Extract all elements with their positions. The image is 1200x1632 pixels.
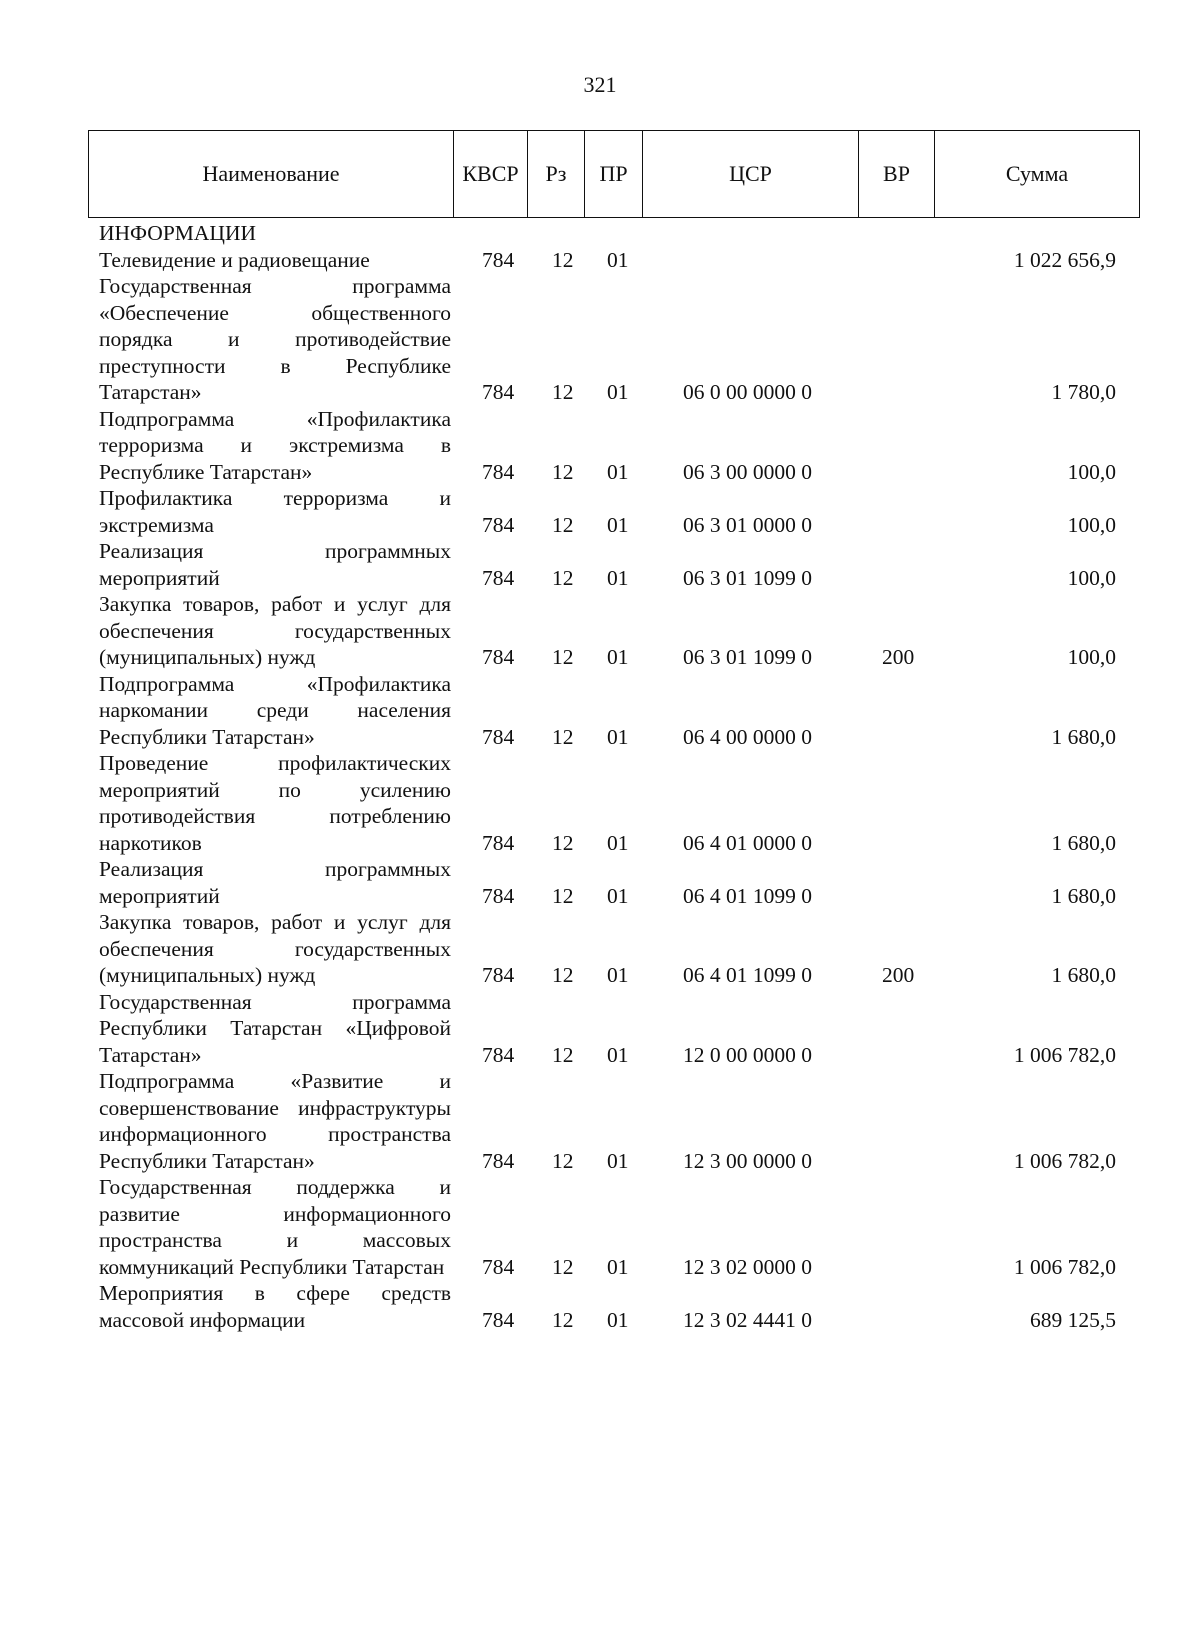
- row-kvsr: 784: [482, 645, 515, 669]
- header-sum: Сумма: [935, 131, 1140, 218]
- row-csr: 06 0 00 0000 0: [683, 380, 812, 404]
- row-name: ИНФОРМАЦИИ: [99, 221, 257, 245]
- row-csr: 06 4 01 1099 0: [683, 883, 812, 908]
- row-kvsr: 784: [482, 380, 515, 404]
- row-name: Проведение профилактических мероприятий по усилению противодействия потреблению наркотиков: [99, 751, 451, 855]
- row-csr: 12 3 02 0000 0: [683, 1254, 812, 1279]
- table-row: [0, 591, 1200, 671]
- row-kvsr: 784: [482, 459, 515, 484]
- row-pr: 01: [607, 963, 629, 987]
- row-kvsr: 784: [482, 1042, 515, 1067]
- row-rz: 12: [552, 883, 574, 908]
- row-csr: 06 4 01 1099 0: [683, 963, 812, 987]
- row-pr: 01: [607, 459, 629, 484]
- row-sum: 1 006 782,0: [1013, 1148, 1116, 1173]
- table-row: [0, 750, 1200, 856]
- row-sum: 1 006 782,0: [1013, 1254, 1116, 1279]
- table-row: [0, 1068, 1200, 1174]
- table-row: [0, 1280, 1200, 1333]
- row-kvsr: 784: [482, 963, 515, 987]
- row-name: Профилактика терроризма и экстремизма: [99, 486, 451, 537]
- row-csr: 06 4 01 0000 0: [683, 830, 812, 855]
- table-body: [0, 220, 1200, 1333]
- row-name: Реализация программных мероприятий: [99, 857, 451, 908]
- row-pr: 01: [607, 247, 629, 272]
- row-name: Государственная программа «Обеспечение общественного порядка и противодействие преступности в Республике Татарстан»: [99, 274, 451, 404]
- table-row: [0, 1174, 1200, 1280]
- row-rz: 12: [552, 830, 574, 855]
- row-rz: 12: [552, 512, 574, 537]
- row-name: Подпрограмма «Профилактика терроризма и экстремизма в Республике Татарстан»: [99, 406, 451, 484]
- row-pr: 01: [607, 1307, 629, 1332]
- row-vr: 200: [882, 645, 915, 669]
- header-pr: ПР: [585, 131, 643, 218]
- row-csr: 12 3 00 0000 0: [683, 1148, 812, 1173]
- row-sum: 1 780,0: [1051, 380, 1116, 404]
- header-name: Наименование: [89, 131, 454, 218]
- row-rz: 12: [552, 1148, 574, 1173]
- row-kvsr: 784: [482, 1254, 515, 1279]
- row-csr: 06 3 01 1099 0: [683, 565, 812, 590]
- row-name: Закупка товаров, работ и услуг для обеспечения государственных (муниципальных) нужд: [99, 910, 451, 987]
- row-kvsr: 784: [482, 512, 515, 537]
- row-name: Подпрограмма «Развитие и совершенствование инфраструктуры информационного пространства Республики Татарстан»: [99, 1069, 451, 1173]
- header-vr: ВР: [859, 131, 935, 218]
- row-sum: 1 022 656,9: [1013, 247, 1116, 272]
- row-rz: 12: [552, 1307, 574, 1332]
- table-row: [0, 909, 1200, 989]
- row-csr: 12 3 02 4441 0: [683, 1307, 812, 1332]
- row-pr: 01: [607, 883, 629, 908]
- row-rz: 12: [552, 645, 574, 669]
- row-pr: 01: [607, 830, 629, 855]
- row-pr: 01: [607, 512, 629, 537]
- row-kvsr: 784: [482, 1307, 515, 1332]
- table-row: [0, 485, 1200, 538]
- row-pr: 01: [607, 380, 629, 404]
- row-sum: 100,0: [1067, 512, 1116, 537]
- row-pr: 01: [607, 1148, 629, 1173]
- table-row: [0, 273, 1200, 406]
- row-kvsr: 784: [482, 830, 515, 855]
- row-sum: 1 680,0: [1051, 883, 1116, 908]
- row-pr: 01: [607, 1254, 629, 1279]
- row-pr: 01: [607, 645, 629, 669]
- table-header: [88, 130, 1140, 218]
- row-name: Закупка товаров, работ и услуг для обеспечения государственных (муниципальных) нужд: [99, 592, 451, 669]
- table-row: [0, 856, 1200, 909]
- row-vr: 200: [882, 963, 915, 987]
- row-sum: 1 680,0: [1051, 724, 1116, 749]
- row-sum: 100,0: [1067, 645, 1116, 669]
- row-sum: 1 680,0: [1051, 830, 1116, 855]
- header-csr: ЦСР: [643, 131, 859, 218]
- row-name: Подпрограмма «Профилактика наркомании среди населения Республики Татарстан»: [99, 671, 451, 749]
- row-sum: 1 006 782,0: [1013, 1042, 1116, 1067]
- row-name: Реализация программных мероприятий: [99, 539, 451, 590]
- table-row: [0, 406, 1200, 486]
- row-kvsr: 784: [482, 724, 515, 749]
- row-csr: 06 3 01 0000 0: [683, 512, 812, 537]
- row-kvsr: 784: [482, 883, 515, 908]
- row-rz: 12: [552, 963, 574, 987]
- row-csr: 06 3 00 0000 0: [683, 459, 812, 484]
- header-rz: Рз: [528, 131, 585, 218]
- row-rz: 12: [552, 724, 574, 749]
- row-kvsr: 784: [482, 565, 515, 590]
- row-csr: 06 3 01 1099 0: [683, 645, 812, 669]
- row-name: Телевидение и радиовещание: [99, 247, 370, 272]
- row-sum: 100,0: [1067, 459, 1116, 484]
- row-rz: 12: [552, 565, 574, 590]
- row-csr: 06 4 00 0000 0: [683, 724, 812, 749]
- page-number: 321: [583, 72, 617, 97]
- row-sum: 689 125,5: [1030, 1307, 1116, 1332]
- row-rz: 12: [552, 247, 574, 272]
- row-name: Мероприятия в сфере средств массовой информации: [99, 1281, 451, 1332]
- row-pr: 01: [607, 724, 629, 749]
- row-pr: 01: [607, 1042, 629, 1067]
- table-row: [0, 220, 1200, 247]
- row-rz: 12: [552, 459, 574, 484]
- table-row: [0, 247, 1200, 274]
- row-pr: 01: [607, 565, 629, 590]
- row-sum: 1 680,0: [1051, 963, 1116, 987]
- table-row: [0, 989, 1200, 1069]
- row-name: Государственная поддержка и развитие информационного пространства и массовых коммуникаций Республики Татарстан: [99, 1175, 451, 1279]
- table-row: [0, 671, 1200, 751]
- row-rz: 12: [552, 1042, 574, 1067]
- row-kvsr: 784: [482, 247, 515, 272]
- row-rz: 12: [552, 1254, 574, 1279]
- table-row: [0, 538, 1200, 591]
- row-sum: 100,0: [1067, 565, 1116, 590]
- row-rz: 12: [552, 380, 574, 404]
- header-kvsr: КВСР: [454, 131, 528, 218]
- row-name: Государственная программа Республики Татарстан «Цифровой Татарстан»: [99, 989, 451, 1067]
- row-csr: 12 0 00 0000 0: [683, 1042, 812, 1067]
- row-kvsr: 784: [482, 1148, 515, 1173]
